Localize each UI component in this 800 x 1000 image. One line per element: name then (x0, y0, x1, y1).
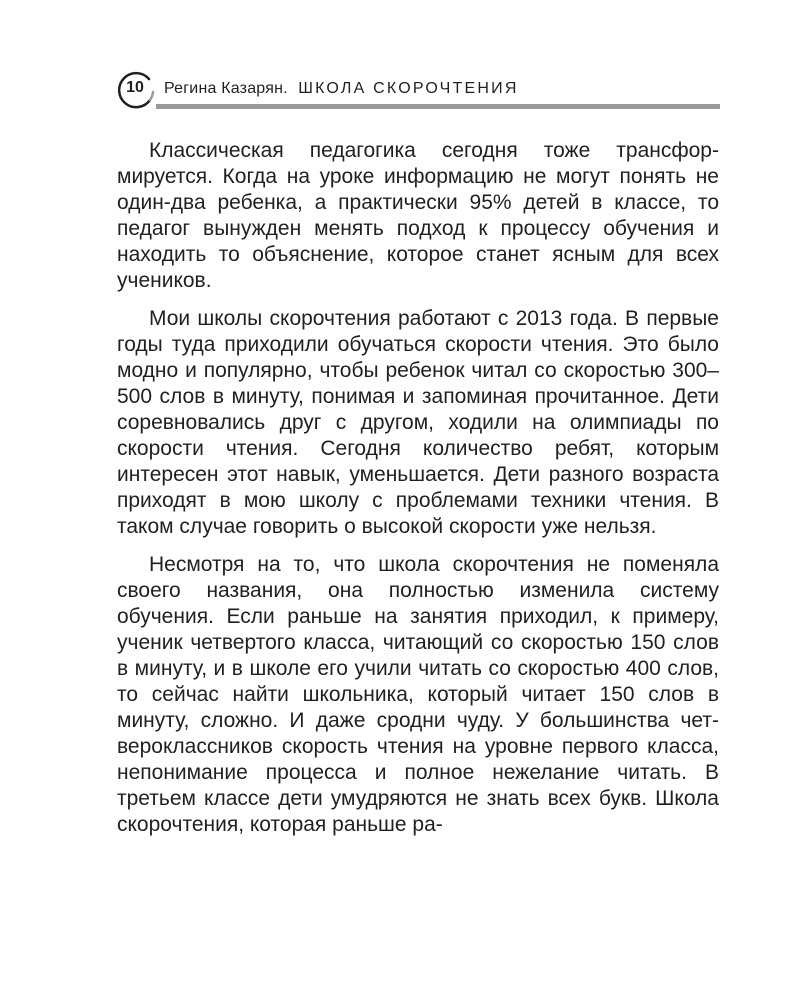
page-number: 10 (126, 79, 144, 96)
running-head-text (164, 80, 519, 98)
book-title: ШКОЛА СКОРОЧТЕНИЯ (298, 80, 519, 97)
paragraph-1: Классическая педагогика сегодня тоже трансформируется. Когда на уроке информацию не могут понять не один-два ребенка, а практически 95% детей в классе, то педагог вынужден менять подход к процессу обучения и находить то объяснение, которое станет ясным для всех учеников. (117, 139, 719, 292)
body-text (117, 138, 719, 850)
paragraph-3: Несмотря на то, что школа скорочтения не поменяла своего названия, она полностью изменила систему обучения. Если раньше на занятия приходил, к примеру, ученик четвертого класса, читающий со скоростью 150 слов в минуту, и в школе его учили читать со скоростью 400 слов, то сейчас найти школьника, который читает 150 слов в минуту, сложно. И даже сродни чуду. У большинства четвероклассников скорость чтения на уровне первого класса, непонимание процесса и полное нежелание читать. В третьем классе дети умудряются не знать всех букв. Школа скорочтения, которая раньше ра- (117, 553, 719, 836)
paragraph-2: Мои школы скорочтения работают с 2013 года. В первые годы туда приходили обучаться скорости чтения. Это было модно и популярно, чтобы ребенок читал со скоростью 300–500 слов в минуту, понимая и запоминая прочитанное. Дети соревновались друг с другом, ходили на олимпиады по скорости чтения. Сегодня количество ребят, которым интересен этот навык, уменьшается. Дети разного возраста приходят в мою школу с проблемами техники чтения. В таком случае говорить о высокой скорости уже нельзя. (117, 307, 719, 538)
header-rule (156, 104, 720, 109)
running-header (112, 70, 720, 110)
page-number-badge (112, 70, 154, 108)
author-name: Регина Казарян. (164, 80, 288, 97)
